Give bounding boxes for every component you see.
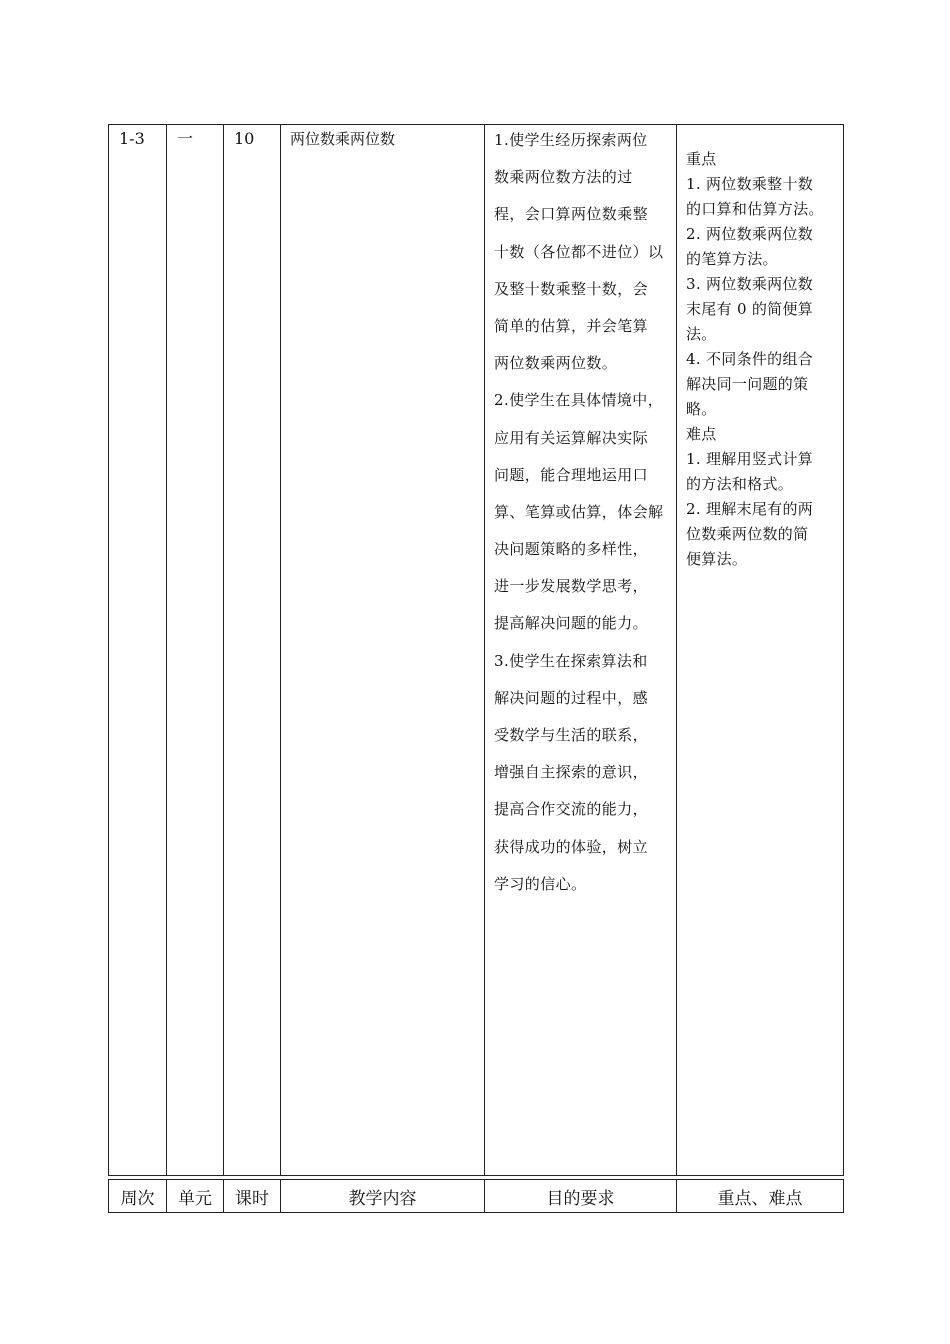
header-keys: 重点、难点 [677, 1180, 844, 1213]
key-points-line: 4. 不同条件的组合 [686, 350, 814, 368]
teaching-plan-table [108, 124, 844, 1176]
key-points-line: 重点 [686, 150, 717, 168]
unit-cell: 一 [167, 125, 224, 1176]
goals-line: 算、笔算或估算，体会解 [494, 502, 664, 521]
header-row [109, 1180, 844, 1213]
goals-line: 学习的信心。 [494, 874, 587, 893]
goals-line: 解决问题的过程中，感 [494, 688, 649, 707]
key-points-text [686, 147, 835, 572]
goals-line: 数乘两位数方法的过 [494, 168, 633, 187]
goals-line: 1.使学生经历探索两位 [494, 131, 648, 149]
week-cell: 1-3 [109, 125, 167, 1176]
key-points-line: 的口算和估算方法。 [686, 200, 824, 218]
key-points-line: 位数乘两位数的简 [686, 525, 809, 543]
key-points-line: 1. 理解用竖式计算 [686, 450, 814, 468]
key-points-line: 2. 理解末尾有的两 [686, 500, 814, 518]
key-points-line: 法。 [686, 325, 717, 343]
goals-line: 3.使学生在探索算法和 [494, 651, 648, 670]
key-points-line: 末尾有 0 的简便算 [686, 300, 814, 318]
goals-line: 提高合作交流的能力， [494, 800, 649, 819]
header-week: 周次 [109, 1180, 167, 1213]
goals-line: 增强自主探索的意识， [494, 763, 649, 782]
goals-line: 及整十数乘整十数，会 [494, 279, 649, 298]
goals-line: 问题，能合理地运用口 [494, 465, 649, 484]
key-points-line: 便算法。 [686, 550, 748, 568]
goals-line: 提高解决问题的能力。 [494, 614, 649, 633]
goals-line: 程，会口算两位数乘整 [494, 205, 649, 224]
goals-line: 获得成功的体验，树立 [494, 837, 649, 856]
goals-line: 两位数乘两位数。 [494, 354, 618, 373]
goals-line: 受数学与生活的联系， [494, 726, 649, 744]
key-points-line: 2. 两位数乘两位数 [686, 225, 814, 243]
key-points-line: 1. 两位数乘整十数 [686, 175, 814, 193]
hours-cell: 10 [224, 125, 281, 1176]
key-points-line: 难点 [686, 425, 717, 443]
goals-cell [485, 125, 677, 1176]
header-table [108, 1179, 844, 1213]
goals-line: 2.使学生在具体情境中， [494, 391, 664, 410]
goals-text [494, 127, 667, 908]
key-points-line: 解决同一问题的策 [686, 375, 809, 393]
content-cell: 两位数乘两位数 [281, 125, 485, 1176]
goals-line: 简单的估算，并会笔算 [494, 316, 649, 335]
key-points-cell [677, 125, 844, 1176]
goals-line: 决问题策略的多样性， [494, 540, 649, 559]
header-hours: 课时 [224, 1180, 281, 1213]
key-points-line: 的方法和格式。 [686, 475, 794, 493]
key-points-line: 3. 两位数乘两位数 [686, 275, 814, 293]
table-row [109, 125, 844, 1176]
header-unit: 单元 [167, 1180, 224, 1213]
goals-line: 十数（各位都不进位）以 [494, 242, 664, 261]
goals-line: 应用有关运算解决实际 [494, 428, 649, 447]
header-goals: 目的要求 [485, 1180, 677, 1213]
goals-line: 进一步发展数学思考， [494, 577, 649, 596]
header-content: 教学内容 [281, 1180, 485, 1213]
key-points-line: 略。 [686, 400, 717, 418]
key-points-line: 的笔算方法。 [686, 250, 778, 268]
